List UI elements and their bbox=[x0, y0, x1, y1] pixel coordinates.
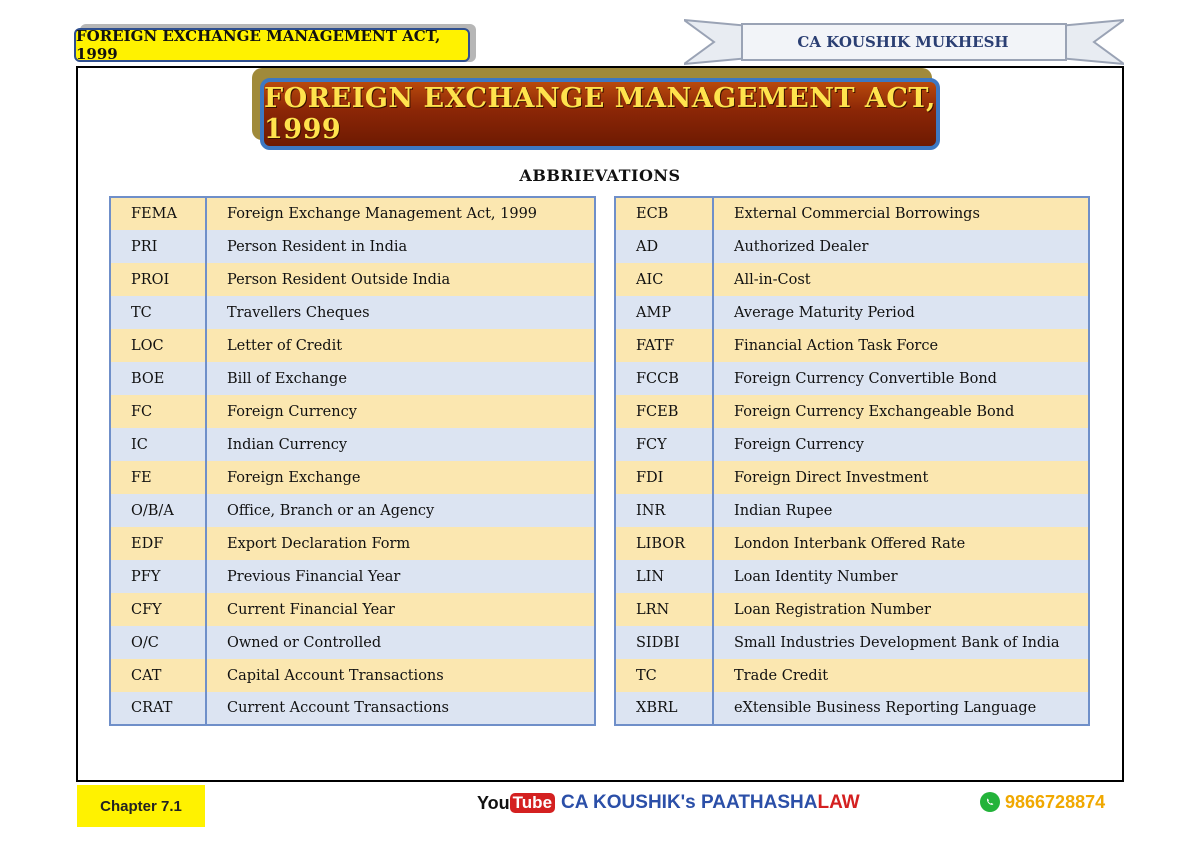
abbreviation-meaning: Owned or Controlled bbox=[206, 626, 595, 659]
table-row bbox=[110, 296, 595, 329]
title-banner bbox=[252, 68, 942, 154]
chapter-label: Chapter 7.1 bbox=[77, 785, 205, 827]
abbreviation-meaning: Indian Currency bbox=[206, 428, 595, 461]
abbreviation-code: LOC bbox=[110, 329, 206, 362]
table-row bbox=[615, 329, 1089, 362]
youtube-logo-icon: Tube bbox=[510, 793, 555, 813]
abbreviation-code: LRN bbox=[615, 593, 713, 626]
table-row bbox=[615, 659, 1089, 692]
table-row bbox=[110, 527, 595, 560]
page-title: FOREIGN EXCHANGE MANAGEMENT ACT, 1999 bbox=[264, 83, 936, 145]
channel-name-accent: LAW bbox=[817, 792, 860, 813]
table-row bbox=[615, 395, 1089, 428]
abbreviation-meaning: Foreign Direct Investment bbox=[713, 461, 1089, 494]
abbreviation-meaning: Bill of Exchange bbox=[206, 362, 595, 395]
table-row bbox=[615, 362, 1089, 395]
table-row bbox=[615, 593, 1089, 626]
abbreviation-code: CFY bbox=[110, 593, 206, 626]
abbreviation-meaning: eXtensible Business Reporting Language bbox=[713, 692, 1089, 725]
abbreviation-meaning: Foreign Currency bbox=[713, 428, 1089, 461]
table-row bbox=[110, 461, 595, 494]
abbreviation-code: EDF bbox=[110, 527, 206, 560]
abbreviations-table-right bbox=[614, 196, 1090, 726]
abbreviation-code: FC bbox=[110, 395, 206, 428]
youtube-channel-brand bbox=[477, 789, 860, 817]
abbreviation-code: LIBOR bbox=[615, 527, 713, 560]
abbreviation-meaning: Average Maturity Period bbox=[713, 296, 1089, 329]
abbreviation-meaning: Person Resident Outside India bbox=[206, 263, 595, 296]
table-row bbox=[110, 329, 595, 362]
table-row bbox=[110, 494, 595, 527]
table-row bbox=[110, 197, 595, 230]
abbreviation-code: AIC bbox=[615, 263, 713, 296]
abbreviation-code: CAT bbox=[110, 659, 206, 692]
header-doc-tab bbox=[74, 22, 476, 62]
abbreviation-meaning: Authorized Dealer bbox=[713, 230, 1089, 263]
abbreviation-meaning: Current Account Transactions bbox=[206, 692, 595, 725]
abbreviation-meaning: Foreign Currency Exchangeable Bond bbox=[713, 395, 1089, 428]
abbreviation-code: TC bbox=[615, 659, 713, 692]
abbreviation-meaning: Loan Identity Number bbox=[713, 560, 1089, 593]
table-row bbox=[615, 560, 1089, 593]
abbreviation-meaning: Person Resident in India bbox=[206, 230, 595, 263]
abbreviation-meaning: External Commercial Borrowings bbox=[713, 197, 1089, 230]
table-row bbox=[110, 395, 595, 428]
abbreviation-meaning: Foreign Exchange bbox=[206, 461, 595, 494]
abbreviation-code: BOE bbox=[110, 362, 206, 395]
table-row bbox=[110, 626, 595, 659]
youtube-logo-you: You bbox=[477, 792, 510, 813]
abbreviation-code: FDI bbox=[615, 461, 713, 494]
table-row bbox=[110, 263, 595, 296]
abbreviation-code: ECB bbox=[615, 197, 713, 230]
abbreviation-code: AD bbox=[615, 230, 713, 263]
abbreviation-code: LIN bbox=[615, 560, 713, 593]
channel-name: CA KOUSHIK's PAATHASHA bbox=[561, 792, 818, 813]
abbreviation-meaning: Office, Branch or an Agency bbox=[206, 494, 595, 527]
abbreviation-code: AMP bbox=[615, 296, 713, 329]
abbreviation-code: PROI bbox=[110, 263, 206, 296]
table-row bbox=[615, 494, 1089, 527]
table-row bbox=[110, 593, 595, 626]
author-ribbon bbox=[684, 16, 1124, 68]
contact-phone bbox=[980, 789, 1105, 815]
abbreviation-code: FCCB bbox=[615, 362, 713, 395]
abbreviation-meaning: Small Industries Development Bank of India bbox=[713, 626, 1089, 659]
table-row bbox=[615, 197, 1089, 230]
table-row bbox=[615, 626, 1089, 659]
abbreviation-code: XBRL bbox=[615, 692, 713, 725]
abbreviation-code: O/B/A bbox=[110, 494, 206, 527]
abbreviation-code: FCEB bbox=[615, 395, 713, 428]
whatsapp-icon bbox=[980, 792, 1000, 812]
abbreviation-meaning: Previous Financial Year bbox=[206, 560, 595, 593]
abbreviation-meaning: Letter of Credit bbox=[206, 329, 595, 362]
abbreviation-meaning: All-in-Cost bbox=[713, 263, 1089, 296]
abbreviation-code: PRI bbox=[110, 230, 206, 263]
title-banner-face bbox=[260, 78, 940, 150]
abbreviation-code: FE bbox=[110, 461, 206, 494]
abbreviation-code: FATF bbox=[615, 329, 713, 362]
header-doc-title: FOREIGN EXCHANGE MANAGEMENT ACT, 1999 bbox=[74, 28, 470, 62]
abbreviations-table-left bbox=[109, 196, 596, 726]
abbreviation-meaning: Current Financial Year bbox=[206, 593, 595, 626]
abbreviation-code: FCY bbox=[615, 428, 713, 461]
abbreviation-code: IC bbox=[110, 428, 206, 461]
abbreviation-meaning: Foreign Currency Convertible Bond bbox=[713, 362, 1089, 395]
table-row bbox=[110, 428, 595, 461]
abbreviation-meaning: Foreign Currency bbox=[206, 395, 595, 428]
table-row bbox=[615, 263, 1089, 296]
table-row bbox=[615, 461, 1089, 494]
section-heading: ABBRIEVATIONS bbox=[519, 166, 681, 185]
table-row bbox=[110, 692, 595, 725]
abbreviation-code: CRAT bbox=[110, 692, 206, 725]
abbreviation-code: O/C bbox=[110, 626, 206, 659]
abbreviation-code: SIDBI bbox=[615, 626, 713, 659]
abbreviation-code: FEMA bbox=[110, 197, 206, 230]
abbreviation-meaning: London Interbank Offered Rate bbox=[713, 527, 1089, 560]
abbreviation-meaning: Indian Rupee bbox=[713, 494, 1089, 527]
table-row bbox=[110, 362, 595, 395]
abbreviation-meaning: Loan Registration Number bbox=[713, 593, 1089, 626]
abbreviation-code: TC bbox=[110, 296, 206, 329]
table-row bbox=[615, 296, 1089, 329]
table-row bbox=[615, 230, 1089, 263]
table-row bbox=[110, 560, 595, 593]
abbreviation-meaning: Travellers Cheques bbox=[206, 296, 595, 329]
abbreviation-meaning: Financial Action Task Force bbox=[713, 329, 1089, 362]
table-row bbox=[110, 230, 595, 263]
abbreviation-meaning: Export Declaration Form bbox=[206, 527, 595, 560]
phone-number: 9866728874 bbox=[1005, 791, 1106, 812]
abbreviation-code: INR bbox=[615, 494, 713, 527]
abbreviation-code: PFY bbox=[110, 560, 206, 593]
table-row bbox=[615, 527, 1089, 560]
abbreviation-meaning: Foreign Exchange Management Act, 1999 bbox=[206, 197, 595, 230]
table-row bbox=[615, 692, 1089, 725]
author-name: CA KOUSHIK MUKHESH bbox=[797, 33, 1009, 51]
table-row bbox=[615, 428, 1089, 461]
abbreviation-meaning: Trade Credit bbox=[713, 659, 1089, 692]
abbreviation-meaning: Capital Account Transactions bbox=[206, 659, 595, 692]
table-row bbox=[110, 659, 595, 692]
